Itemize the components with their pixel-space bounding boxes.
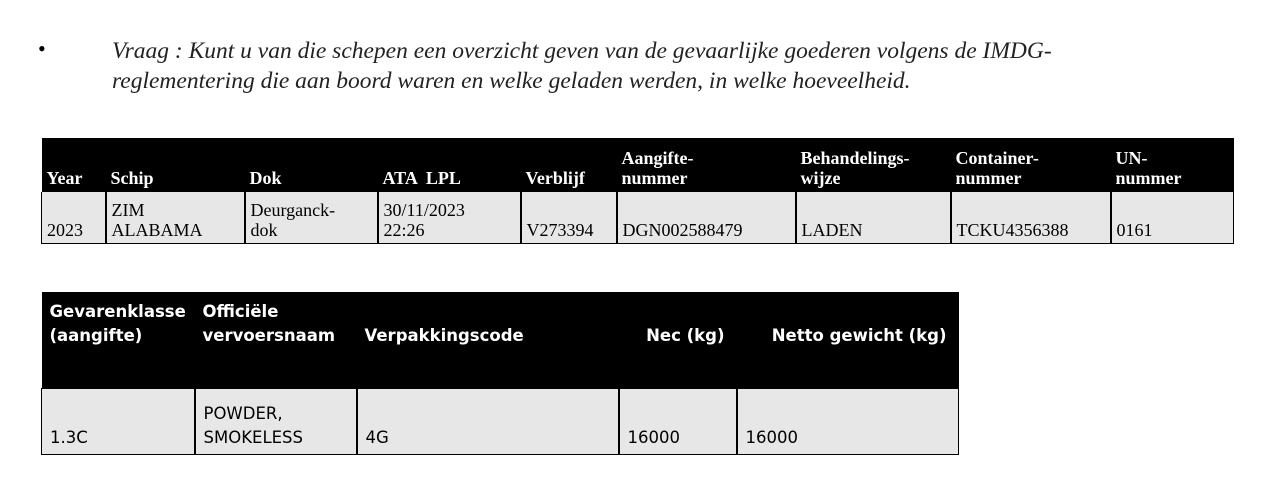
bullet-marker: • <box>38 36 46 61</box>
cell-verpakkingscode: 4G <box>357 388 619 454</box>
header-gevarenklasse: Gevarenklasse (aangifte) <box>42 292 195 388</box>
header-un-nummer: UN- nummer <box>1111 138 1234 192</box>
header-verblijf: Verblijf <box>521 138 617 192</box>
header-year: Year <box>42 138 106 192</box>
header-containernummer: Container- nummer <box>951 138 1111 192</box>
goods-table-header-row <box>42 292 959 388</box>
header-ata-lpl: ATA LPL <box>378 138 521 192</box>
question-line-1: Vraag : Kunt u van die schepen een overzicht geven van de gevaarlijke goederen volgens de IMDG- <box>112 38 1052 64</box>
cell-netto-gewicht: 16000 <box>737 388 959 454</box>
question-line-2: reglementering die aan boord waren en welke geladen werden, in welke hoeveelheid. <box>112 68 911 94</box>
table-row <box>42 192 1234 244</box>
header-behandelingswijze: Behandelings- wijze <box>796 138 951 192</box>
cell-ata-lpl: 30/11/2023 22:26 <box>378 192 521 244</box>
ship-table <box>41 138 1234 244</box>
header-aangiftenummer: Aangifte- nummer <box>617 138 796 192</box>
header-verpakkingscode: Verpakkingscode <box>357 292 619 388</box>
header-schip: Schip <box>106 138 245 192</box>
goods-table <box>41 292 959 455</box>
cell-verblijf: V273394 <box>521 192 617 244</box>
header-nec-kg: Nec (kg) <box>619 292 737 388</box>
cell-behandelingswijze: LADEN <box>796 192 951 244</box>
cell-vervoersnaam: POWDER, SMOKELESS <box>195 388 357 454</box>
cell-dok: Deurganck- dok <box>245 192 378 244</box>
cell-nec-kg: 16000 <box>619 388 737 454</box>
table-row <box>42 388 959 454</box>
cell-schip: ZIM ALABAMA <box>106 192 245 244</box>
cell-year: 2023 <box>42 192 106 244</box>
header-netto-gewicht: Netto gewicht (kg) <box>737 292 959 388</box>
header-dok: Dok <box>245 138 378 192</box>
cell-un-nummer: 0161 <box>1111 192 1234 244</box>
cell-aangiftenummer: DGN002588479 <box>617 192 796 244</box>
ship-table-header-row <box>42 138 1234 192</box>
cell-gevarenklasse: 1.3C <box>42 388 195 454</box>
question-text <box>112 36 1272 96</box>
header-vervoersnaam: Officiële vervoersnaam <box>195 292 357 388</box>
cell-containernummer: TCKU4356388 <box>951 192 1111 244</box>
